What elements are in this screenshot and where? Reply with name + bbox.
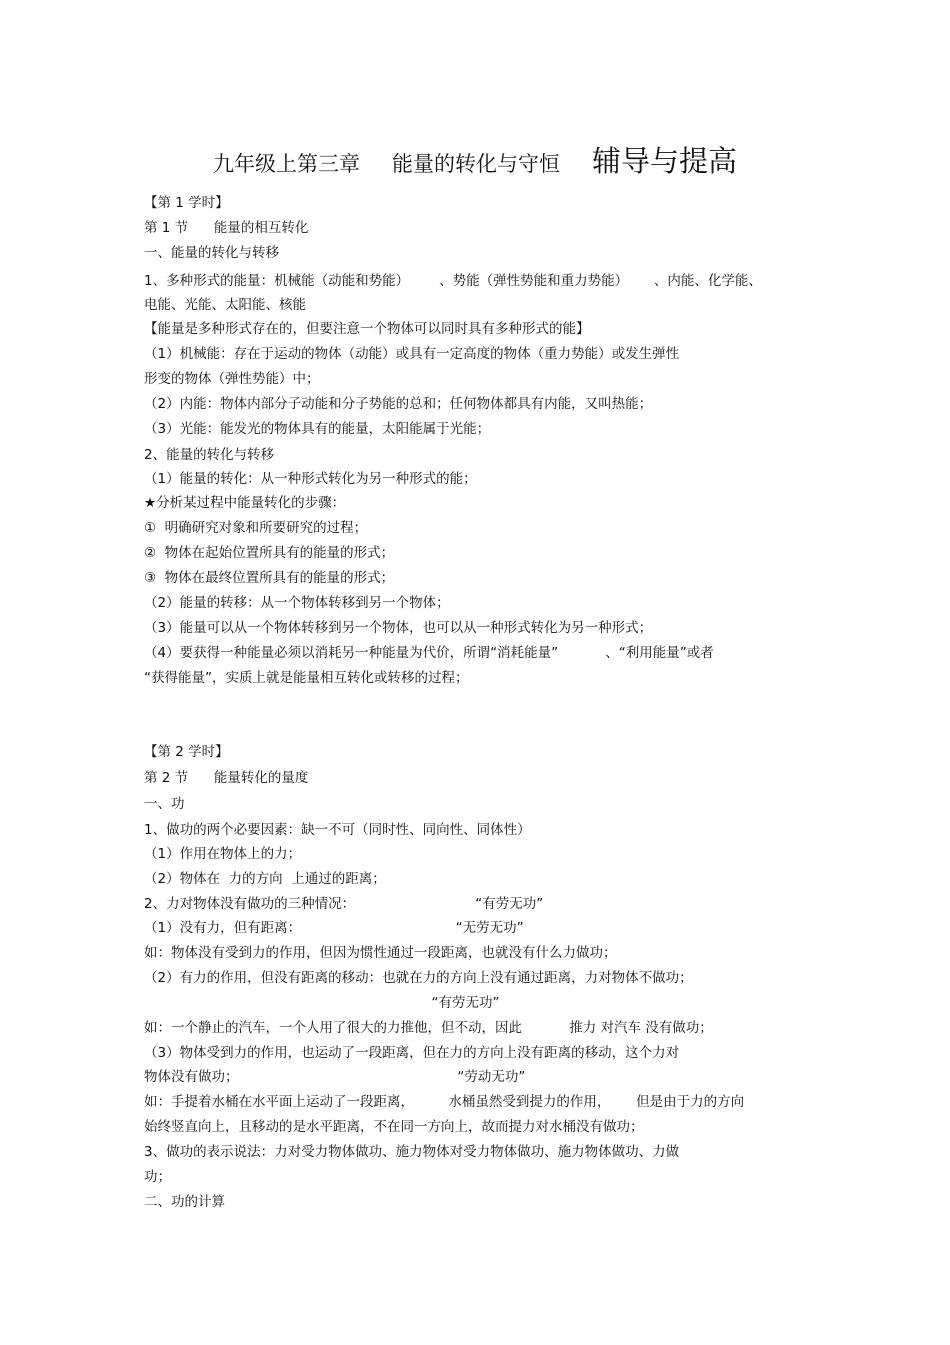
text-line: 1、多种形式的能量：机械能（动能和势能） 、势能（弹性势能和重力势能） 、内能、化学能、	[144, 273, 762, 289]
text-line: 物体没有做功； “劳动无功”	[144, 1069, 526, 1085]
text-line: （2）内能：物体内部分子动能和分子势能的总和；任何物体都具有内能，又叫热能；	[144, 396, 653, 412]
subsection-heading: 一、功	[144, 796, 185, 812]
text-line: 电能、光能、太阳能、核能	[144, 297, 306, 313]
text-line: “获得能量”，实质上就是能量相互转化或转移的过程；	[144, 670, 469, 686]
lesson-heading: 【第 1 学时】	[144, 195, 229, 211]
text-line: （3）能量可以从一个物体转移到另一个物体，也可以从一种形式转化为另一种形式；	[144, 620, 653, 636]
list-item: ③ 物体在最终位置所具有的能量的形式；	[144, 570, 395, 586]
text-line: 形变的物体（弹性势能）中；	[144, 371, 320, 387]
subsection-heading: 2、能量的转化与转移	[144, 447, 275, 463]
text-line: （1）没有力，但有距离： “无劳无功”	[144, 920, 524, 936]
list-item: ② 物体在起始位置所具有的能量的形式；	[144, 545, 395, 561]
title-chapter: 九年级上第三章	[212, 152, 360, 176]
text-line: 功；	[144, 1169, 171, 1185]
section-heading: 第 2 节 能量转化的量度	[144, 770, 309, 786]
text-line: （2）能量的转移：从一个物体转移到另一个物体；	[144, 595, 450, 611]
list-item: ① 明确研究对象和所要研究的过程；	[144, 520, 368, 536]
text-line: 【能量是多种形式存在的，但要注意一个物体可以同时具有多种形式的能】	[144, 321, 590, 337]
text-line: 如：手提着水桶在水平面上运动了一段距离， 水桶虽然受到提力的作用， 但是由于力的方向	[144, 1094, 745, 1110]
text-line: 如：物体没有受到力的作用，但因为惯性通过一段距离，也就没有什么力做功；	[144, 945, 617, 961]
text-line: 1、做功的两个必要因素：缺一不可（同时性、同向性、同体性）	[144, 822, 531, 838]
text-line: “有劳无功”	[144, 995, 500, 1011]
subsection-heading: 二、功的计算	[144, 1194, 225, 1210]
lesson-heading: 【第 2 学时】	[144, 744, 229, 760]
text-line: （1）能量的转化：从一种形式转化为另一种形式的能；	[144, 471, 477, 487]
text-line: 始终竖直向上，且移动的是水平距离，不在同一方向上，故而提力对水桶没有做功；	[144, 1119, 644, 1135]
text-line: （2）物体在 力的方向 上通过的距离；	[144, 871, 386, 887]
text-line: （4）要获得一种能量必须以消耗另一种能量为代价，所谓“消耗能量” 、“利用能量”或者	[144, 645, 714, 661]
page-title	[0, 141, 950, 186]
title-subtitle: 辅导与提高	[591, 144, 737, 178]
text-line: 2、力对物体没有做功的三种情况： “有劳无功”	[144, 896, 544, 912]
text-line: （1）机械能：存在于运动的物体（动能）或具有一定高度的物体（重力势能）或发生弹性	[144, 346, 680, 362]
title-topic: 能量的转化与守恒	[391, 152, 560, 176]
text-line: （2）有力的作用，但没有距离的移动：也就在力的方向上没有通过距离，力对物体不做功；	[144, 970, 693, 986]
text-line: 如：一个静止的汽车，一个人用了很大的力推他，但不动，因此 推力 对汽车 没有做功；	[144, 1020, 713, 1036]
subsection-heading: 一、能量的转化与转移	[144, 245, 279, 261]
text-line: （1）作用在物体上的力；	[144, 846, 302, 862]
section-heading: 第 1 节 能量的相互转化	[144, 220, 309, 236]
text-line: ★分析某过程中能量转化的步骤：	[144, 495, 346, 511]
text-line: （3）光能：能发光的物体具有的能量，太阳能属于光能；	[144, 421, 491, 437]
text-line: 3、做功的表示说法：力对受力物体做功、施力物体对受力物体做功、施力物体做功、力做	[144, 1144, 680, 1160]
text-line: （3）物体受到力的作用，也运动了一段距离，但在力的方向上没有距离的移动，这个力对	[144, 1045, 680, 1061]
